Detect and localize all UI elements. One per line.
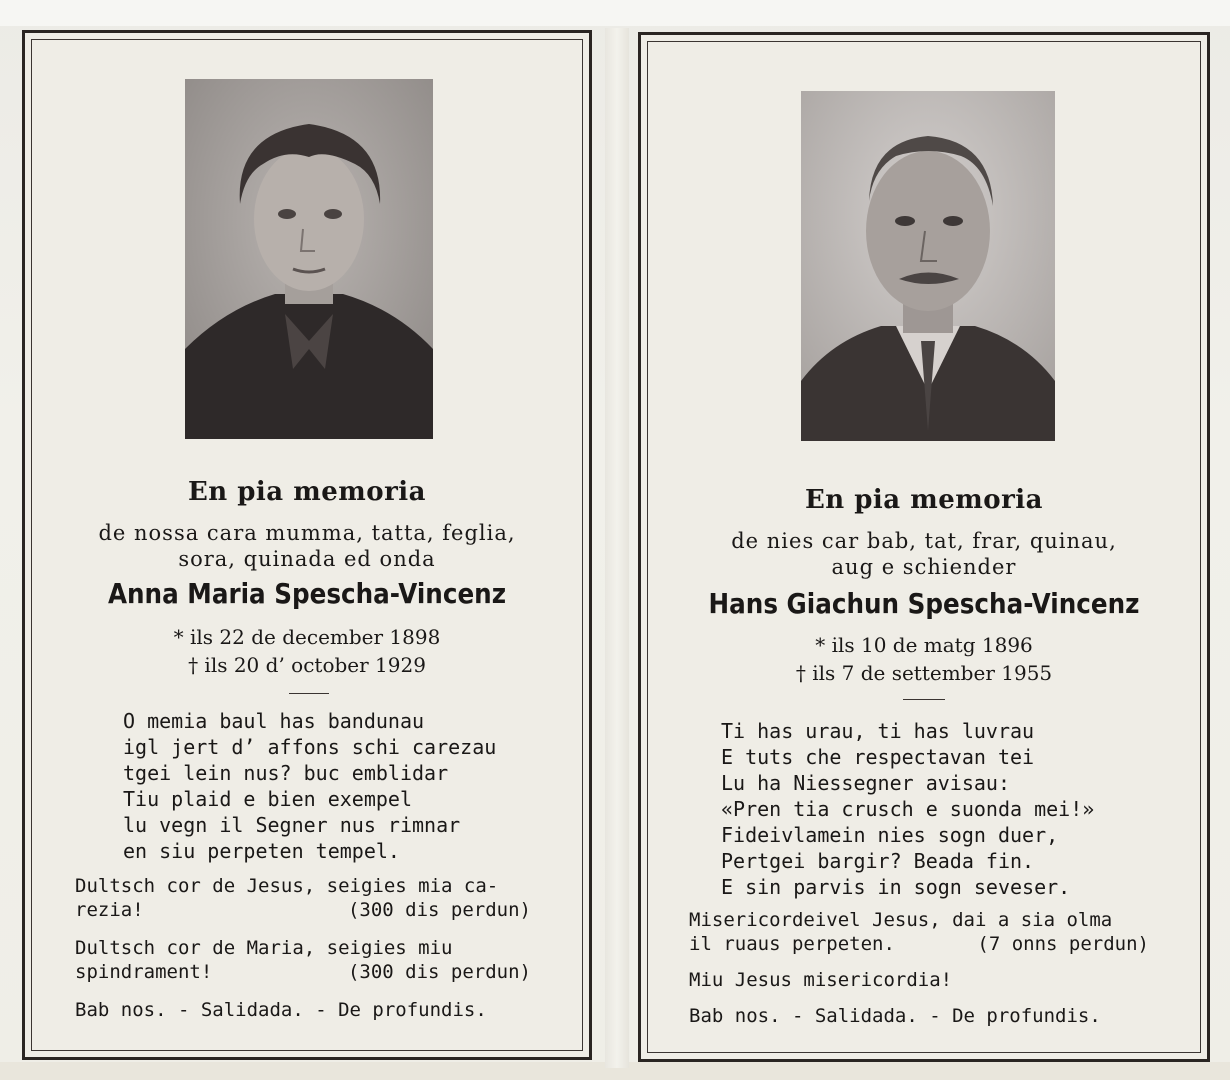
- birth-date: * ils 10 de matg 1896: [815, 633, 1033, 657]
- prayer-line: il ruaus perpeten.: [689, 933, 895, 955]
- verse-line: Fideivlamein nies sogn duer,: [721, 823, 1059, 847]
- dedication-line-1: de nies car bab, tat, frar, quinau,: [731, 529, 1117, 553]
- prayer-line: Miu Jesus misericordia!: [689, 969, 953, 991]
- verse-line: tgei lein nus? buc emblidar: [123, 761, 449, 785]
- closing-prayers: Bab nos. - Salidada. - De profundis.: [75, 999, 487, 1021]
- portrait-photo-man: [801, 91, 1055, 441]
- verse-line: E sin parvis in sogn seveser.: [721, 875, 1071, 899]
- prayer-line: Misericordeivel Jesus, dai a sia olma: [689, 909, 1113, 931]
- heading-in-memory: En pia memoria: [804, 485, 1044, 515]
- prayer-line: Dultsch cor de Maria, seigies miu: [75, 937, 453, 959]
- verse-line: en siu perpeten tempel.: [123, 839, 400, 863]
- closing-prayers: Bab nos. - Salidada. - De profundis.: [689, 1005, 1101, 1027]
- card-fold: [605, 28, 629, 1068]
- dedication-line-1: de nossa cara mumma, tatta, feglia,: [98, 521, 516, 545]
- indulgence-note: (7 onns perdun): [977, 933, 1149, 955]
- deceased-name: Anna Maria Spescha-Vincenz: [107, 577, 507, 610]
- memorial-card-left: [22, 30, 592, 1060]
- birth-date: * ils 22 de december 1898: [173, 625, 441, 649]
- verse-line: Ti has urau, ti has luvrau: [721, 719, 1035, 743]
- prayer-line: Dultsch cor de Jesus, seigies mia ca-: [75, 875, 499, 897]
- top-margin: [0, 0, 1230, 26]
- prayer-line: rezia!: [75, 899, 144, 921]
- portrait-photo-woman: [185, 79, 433, 439]
- death-date: † ils 20 d’ october 1929: [188, 653, 426, 677]
- indulgence-note: (300 dis perdun): [347, 899, 531, 921]
- verse-line: «Pren tia crusch e suonda mei!»: [721, 797, 1095, 821]
- verse-line: E tuts che respectavan tei: [721, 745, 1035, 769]
- verse-line: Pertgei bargir? Beada fin.: [721, 849, 1035, 873]
- memorial-card-right: [638, 32, 1210, 1062]
- dedication-line-2: sora, quinada ed onda: [178, 547, 436, 571]
- prayer-line: spindrament!: [75, 961, 213, 983]
- divider-rule: [903, 699, 945, 700]
- deceased-name: Hans Giachun Spescha-Vincenz: [708, 587, 1140, 620]
- verse-line: lu vegn il Segner nus rimnar: [123, 813, 461, 837]
- verse-line: Lu ha Niessegner avisau:: [721, 771, 1010, 795]
- indulgence-note: (300 dis perdun): [347, 961, 531, 983]
- heading-in-memory: En pia memoria: [187, 477, 427, 507]
- verse-line: Tiu plaid e bien exempel: [123, 787, 412, 811]
- divider-rule: [289, 693, 329, 694]
- verse-line: igl jert d’ affons schi carezau: [123, 735, 497, 759]
- verse-line: O memia baul has bandunau: [123, 709, 425, 733]
- dedication-line-2: aug e schiender: [831, 555, 1017, 579]
- death-date: † ils 7 de settember 1955: [795, 661, 1053, 685]
